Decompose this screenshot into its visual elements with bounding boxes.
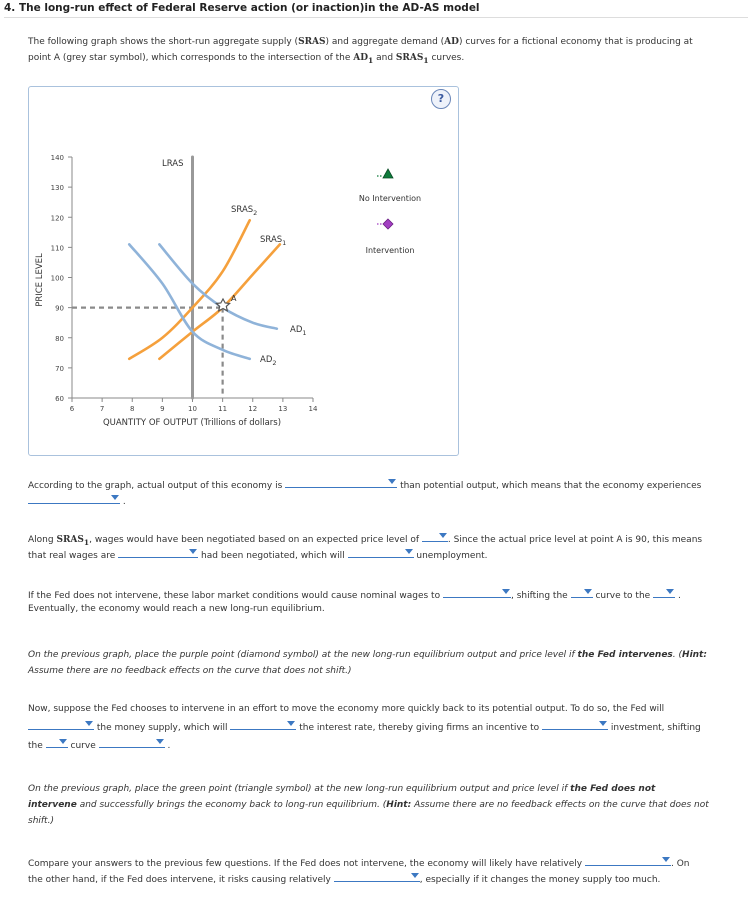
legend-no-intervention: No Intervention bbox=[358, 194, 422, 203]
y-axis-title: PRICE LEVEL bbox=[35, 253, 45, 307]
help-button[interactable]: ? bbox=[431, 89, 451, 109]
shift-direction-dropdown[interactable] bbox=[653, 586, 675, 598]
y-tick-label: 90 bbox=[55, 304, 64, 313]
sras1-curve bbox=[159, 244, 279, 358]
intro-line-1: The following graph shows the short-run aggregate supply (SRAS) and aggregate demand (AD) curves for a fictional economy that is producing at bbox=[28, 37, 693, 47]
x-axis-title: QUANTITY OF OUTPUT (Trillions of dollars) bbox=[102, 418, 282, 428]
x-tick-label: 6 bbox=[69, 405, 75, 413]
ad1-curve bbox=[159, 244, 276, 328]
lras-label: LRAS bbox=[162, 159, 184, 169]
q3-line-1: If the Fed does not intervene, these labor market conditions would cause nominal wages to , shifting the curve to the . bbox=[28, 586, 681, 604]
y-tick-label: 80 bbox=[55, 334, 64, 343]
real-wages-dropdown[interactable] bbox=[118, 546, 198, 558]
y-tick-label: 70 bbox=[55, 364, 64, 373]
sras2-label: $SRAS_2$ bbox=[231, 205, 258, 217]
interest-rate-dropdown[interactable] bbox=[230, 718, 296, 730]
shifting-curve-dropdown[interactable] bbox=[571, 586, 593, 598]
q7-line-1: Compare your answers to the previous few questions. If the Fed does not intervene, the economy will likely have relatively . On bbox=[28, 854, 689, 872]
q2-line-1: Along $SRAS_1$, wages would have been negotiated based on an expected price level of . Since the actual price level at point A is 90, this means bbox=[28, 530, 702, 550]
x-tick-label: 12 bbox=[248, 405, 258, 413]
curve-direction-dropdown[interactable] bbox=[99, 736, 165, 748]
q1-line-1: According to the graph, actual output of this economy is than potential output, which means that the economy experiences bbox=[28, 476, 701, 494]
y-tick-label: 110 bbox=[50, 244, 64, 253]
x-tick-label: 11 bbox=[218, 405, 228, 413]
x-tick-label: 13 bbox=[278, 405, 288, 413]
q6-line-1: On the previous graph, place the green point (triangle symbol) at the new long-run equilibrium output and price level if the Fed does not bbox=[28, 784, 656, 794]
intro-line-2: point A (grey star symbol), which corresponds to the intersection of the $AD_1$ and $SRAS_1$ curves. bbox=[28, 53, 465, 65]
x-tick-group bbox=[70, 398, 318, 413]
q6-line-3: shift.) bbox=[28, 816, 54, 826]
y-tick-label: 130 bbox=[50, 184, 64, 193]
y-tick-label: 140 bbox=[50, 154, 64, 162]
x-tick-label: 9 bbox=[160, 405, 165, 413]
q2-line-2: that real wages are had been negotiated, which will unemployment. bbox=[28, 546, 488, 564]
x-tick-label: 7 bbox=[99, 405, 105, 413]
output-comparison-dropdown[interactable] bbox=[285, 476, 397, 488]
no-intervention-outcome-dropdown[interactable] bbox=[585, 854, 671, 866]
legend-intervention: Intervention bbox=[365, 246, 415, 255]
investment-dropdown[interactable] bbox=[542, 718, 608, 730]
q5-line-1: Now, suppose the Fed chooses to intervene in an effort to move the economy more quickly back to its potential output. To do so, the Fed will bbox=[28, 704, 665, 714]
nominal-wages-dropdown[interactable] bbox=[443, 586, 511, 598]
q6-line-2: intervene and successfully brings the economy back to long-run equilibrium. (Hint: Assume there are no feedback effects on the curve that does not bbox=[28, 800, 709, 810]
diamond-tool-icon[interactable] bbox=[377, 219, 393, 229]
intervention-outcome-dropdown[interactable] bbox=[334, 870, 420, 882]
x-tick-label: 14 bbox=[308, 405, 318, 413]
x-tick-label: 8 bbox=[130, 405, 135, 413]
point-a-label: A bbox=[231, 294, 237, 303]
sras2-curve bbox=[129, 220, 250, 359]
q5-line-3: the curve . bbox=[28, 736, 170, 754]
x-tick-label: 10 bbox=[188, 405, 197, 413]
q1-line-2: . bbox=[28, 492, 126, 510]
q7-line-2: the other hand, if the Fed does intervene, it risks causing relatively , especially if it changes the money supply too much. bbox=[28, 870, 660, 888]
ad1-label: $AD_1$ bbox=[290, 325, 307, 337]
q5-line-2: the money supply, which will the interest rate, thereby giving firms an incentive to investment, shifting bbox=[28, 718, 701, 736]
y-tick-label: 120 bbox=[50, 214, 64, 223]
triangle-tool-icon[interactable] bbox=[377, 169, 393, 178]
unemployment-effect-dropdown[interactable] bbox=[348, 546, 414, 558]
expected-price-dropdown[interactable] bbox=[422, 530, 448, 542]
ad2-label: $AD_2$ bbox=[260, 355, 277, 367]
sras1-label: $SRAS_1$ bbox=[260, 235, 287, 247]
curve-group bbox=[72, 157, 280, 398]
y-tick-group bbox=[51, 154, 72, 403]
money-supply-dropdown[interactable] bbox=[28, 718, 94, 730]
question-title: 4. The long-run effect of Federal Reserve action (or inaction)in the AD-AS model bbox=[4, 2, 480, 14]
y-tick-label: 100 bbox=[50, 274, 64, 283]
q3-line-2: Eventually, the economy would reach a new long-run equilibrium. bbox=[28, 604, 325, 614]
curve-choice-dropdown[interactable] bbox=[46, 736, 68, 748]
q4-line-2: Assume there are no feedback effects on the curve that does not shift.) bbox=[28, 666, 352, 676]
y-tick-label: 60 bbox=[55, 395, 64, 403]
gap-type-dropdown[interactable] bbox=[28, 492, 120, 504]
q4-line-1: On the previous graph, place the purple point (diamond symbol) at the new long-run equilibrium output and price level if the Fed intervenes. (Hint: bbox=[28, 650, 707, 660]
